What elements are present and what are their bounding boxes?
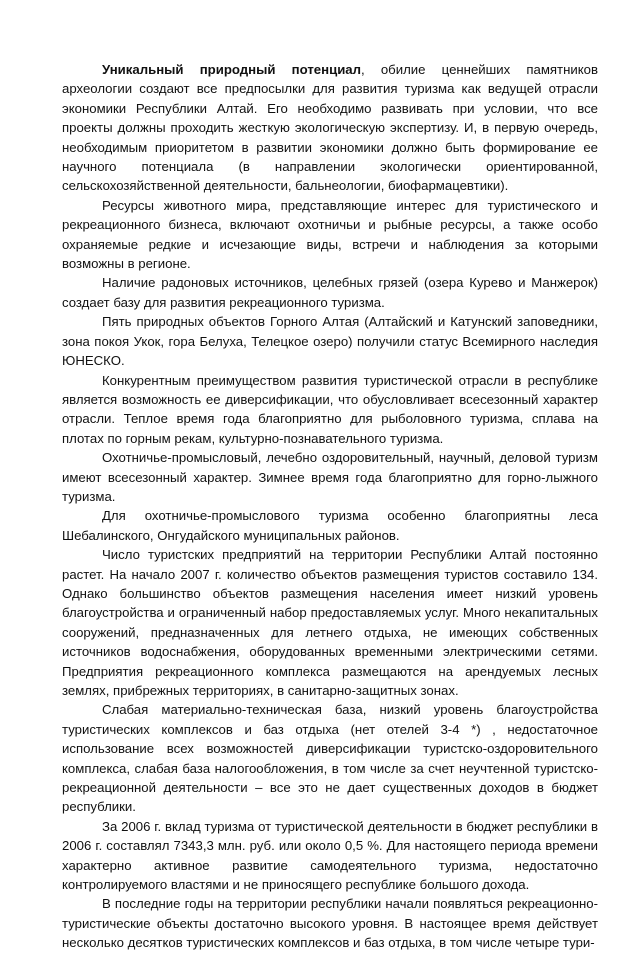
paragraph-2: Ресурсы животного мира, представляющие интерес для туристического и рекреационного бизнеса, включают охотничьи и рыбные ресурсы, а также особо охраняемые редкие и исчезающие виды, встречи и наблюдения за которыми возможны в регионе. — [62, 197, 598, 272]
document-page — [62, 60, 598, 953]
paragraph-5: Конкурентным преимуществом развития туристической отрасли в республике является возможность ее диверсификации, что обусловливает всесезонный характер отрасли. Теплое время года благоприятно для рыболовного туризма, сплава на плотах по горным рекам, культурно-познавательного туризма. — [62, 372, 598, 446]
paragraph-1-text: , обилие ценнейших памятников археологии создают все предпосылки для развития туризма как ведущей отрасли экономики Республики Алтай. Его необходимо развивать при условии, что все проекты должны проходить жесткую экологическую экспертизу. И, в первую очередь, необходимым приоритетом в развитии экономики должно быть формирование ее научного потенциала (в направлении экологически ориентированной, сельскохозяйственной деятельности, бальнеологии, биофармацевтики). — [62, 62, 599, 194]
paragraph-7: Для охотничье-промыслового туризма особенно благоприятны леса Шебалинского, Онгудайского муниципальных районов. — [62, 508, 598, 543]
paragraph-8: Число туристских предприятий на территории Республики Алтай постоянно растет. На начало 2007 г. количество объектов размещения туристов составило 134. Однако большинство объектов размещения населения имеет низкий уровень благоустройства и ограниченный набор предоставляемых услуг. Много некапитальных сооружений, предназначенных для летнего отдыха, не имеющих собственных источников водоснабжения, оборудованных временными электрическими сетями. Предприятия рекреационного комплекса размещаются на арендуемых лесных землях, прибрежных территориях, в санитарно-защитных зонах. — [62, 547, 598, 698]
paragraph-6: Охотничье-промысловый, лечебно оздоровительный, научный, деловой туризм имеют всесезонный характер. Зимнее время года благоприятно для горно-лыжного туризма. — [62, 450, 598, 504]
paragraph-3: Наличие радоновых источников, целебных грязей (озера Курево и Манжерок) создает базу для развития рекреационного туризма. — [62, 275, 598, 310]
paragraph-9: Слабая материально-техническая база, низкий уровень благоустройства туристических комплексов и баз отдыха (нет отелей 3-4 *) , недостаточное использование всех возможностей диверсификации туристско-оздоровительного комплекса, слабая база налогообложения, в том числе за счет неучтенной туристско-рекреационной деятельности – все это не дает существенных доходов в бюджет республики. — [62, 702, 598, 815]
paragraph-4: Пять природных объектов Горного Алтая (Алтайский и Катунский заповедники, зона покоя Укок, гора Белуха, Телецкое озеро) получили статус Всемирного наследия ЮНЕСКО. — [62, 314, 598, 369]
paragraph-1-lead: Уникальный природный потенциал — [102, 62, 362, 77]
paragraph-10: За 2006 г. вклад туризма от туристической деятельности в бюджет республики в 2006 г. составлял 7343,3 млн. руб. или около 0,5 %. Для настоящего периода времени характерно активное развитие самодеятельного туризма, недостаточно контролируемого властями и не приносящего республике большого дохода. — [62, 818, 598, 893]
paragraph-1 — [62, 60, 598, 196]
paragraph-11: В последние годы на территории республики начали появляться рекреационно-туристические объекты достаточно высокого уровня. В настоящее время действует несколько десятков туристических комплексов и баз отдыха, в том числе четыре тури- — [62, 896, 598, 951]
